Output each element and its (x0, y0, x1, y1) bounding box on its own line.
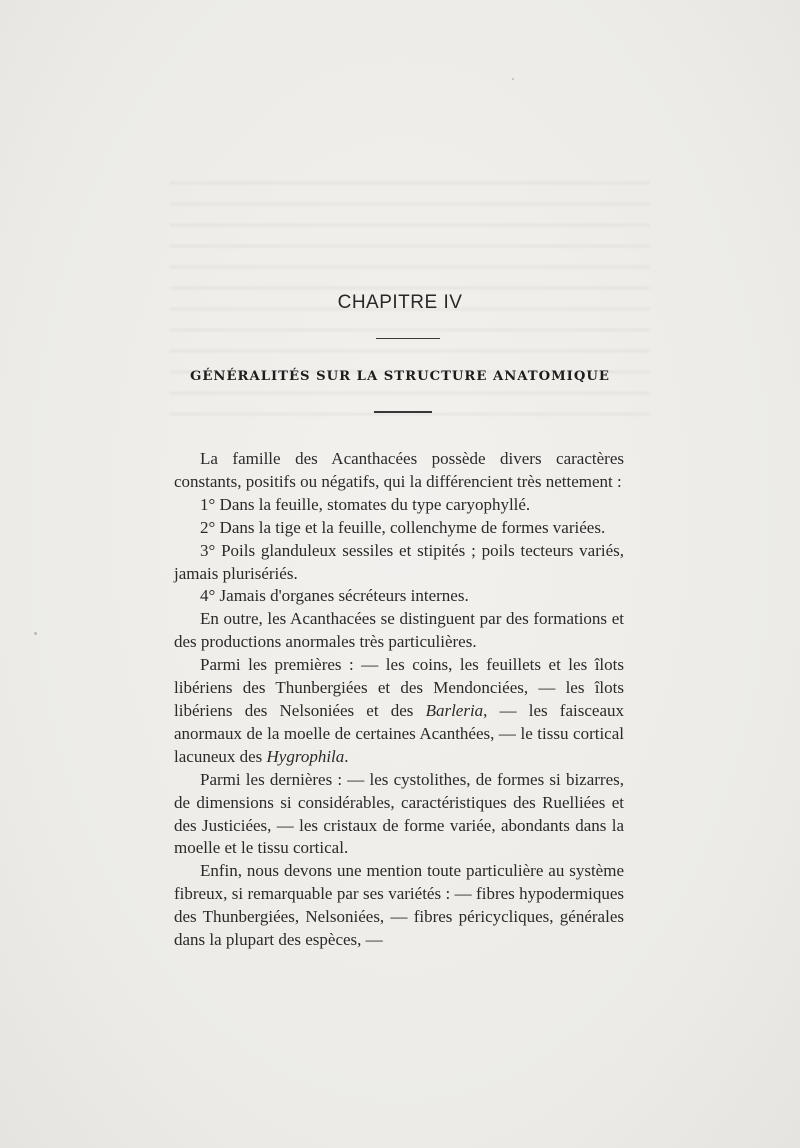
paper-speck (512, 78, 514, 80)
paragraph (174, 608, 624, 654)
paper-speck (34, 632, 37, 635)
text-run: Parmi les dernières : — les cystolithes, de formes si bizarres, de dimensions si considérables, caractéristiques des Ruelliées et des Justiciées, — les cristaux de forme variée, abondants dans la moelle et le tissu cortical. (174, 769, 624, 858)
paragraph (174, 654, 624, 769)
paragraph (174, 494, 624, 517)
chapter-heading: CHAPITRE IV (337, 292, 463, 313)
text-run: 3° Poils glanduleux sessiles et stipités ; poils tecteurs variés, jamais plurisériés. (174, 540, 624, 583)
italic-term: Hygrophila (266, 746, 345, 766)
text-run: . (344, 746, 349, 766)
italic-term: Barleria (425, 700, 484, 720)
text-run: En outre, les Acanthacées se distinguent par des formations et des productions anormales très particulières. (174, 609, 624, 652)
text-run: 4° Jamais d'organes sécréteurs internes. (200, 586, 469, 606)
paragraph (174, 448, 624, 494)
title-rule (374, 411, 432, 413)
paragraph (174, 517, 624, 540)
section-title: GÉNÉRALITÉS SUR LA STRUCTURE ANATOMIQUE (190, 369, 610, 384)
text-run: , — les faisceaux anormaux de la moelle de certaines Acanthées, — le tissu cortical lacuneux des (174, 700, 624, 766)
text-run: 2° Dans la tige et la feuille, collenchyme de formes variées. (200, 517, 606, 537)
text-run: 1° Dans la feuille, stomates du type caryophyllé. (200, 494, 531, 514)
heading-rule (376, 338, 440, 339)
text-run: Parmi les premières : — les coins, les feuillets et les îlots libériens des Thunbergiées et des Mendonciées, — les îlots libériens des Nelsoniées et des (174, 655, 624, 720)
text-run: La famille des Acanthacées possède divers caractères constants, positifs ou négatifs, qui la différencient très nettement : (174, 449, 624, 491)
paragraph (174, 860, 624, 952)
paragraph (174, 585, 624, 608)
body-text (174, 448, 624, 952)
text-run: Enfin, nous devons une mention toute particulière au système fibreux, si remarquable par ses variétés : — fibres hypodermiques des Thunbergiées, Nelsoniées, — fibres péricycliques, générales dans la plupart des espèces, — (174, 861, 624, 950)
paragraph (174, 769, 624, 861)
paragraph (174, 540, 624, 586)
